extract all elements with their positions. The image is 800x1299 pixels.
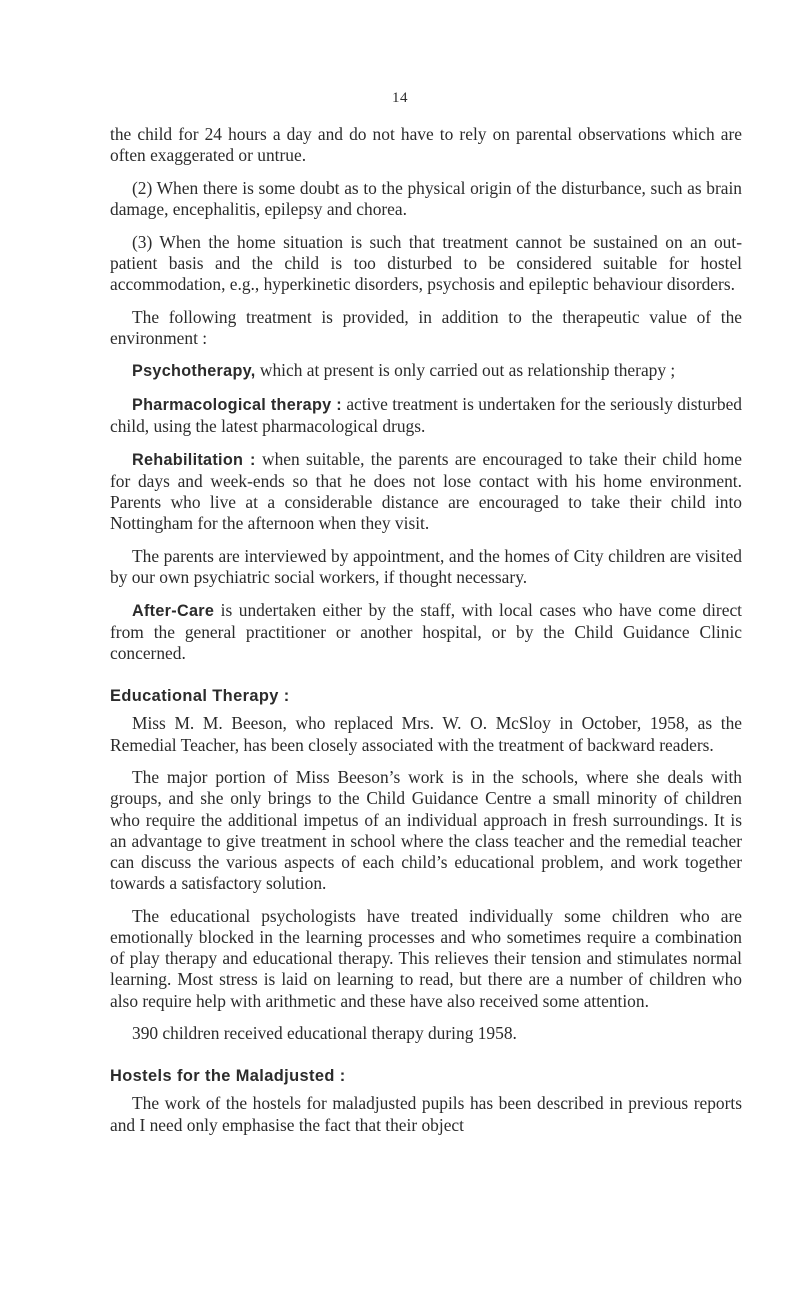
paragraph-item-2: (2) When there is some doubt as to the physical origin of the disturbance, such as brain damage, encephalitis, epilepsy and chorea.	[110, 177, 742, 219]
pharmacological-text: active treatment is undertaken for the seriously disturbed child, using the latest pharmacological drugs.	[110, 393, 742, 437]
rehabilitation-label: Rehabilitation :	[132, 450, 256, 469]
hostels-heading: Hostels for the Maladjusted :	[110, 1067, 346, 1086]
paragraph-rehabilitation	[110, 449, 742, 535]
paragraph-aftercare	[110, 600, 742, 665]
hostels-paragraph-1: The work of the hostels for maladjusted pupils has been described in previous reports and I need only emphasise the fact that their object	[110, 1093, 742, 1135]
paragraph-parents-interviewed: The parents are interviewed by appointment, and the homes of City children are visited by our own psychiatric social workers, if thought necessary.	[110, 545, 742, 588]
paragraph-pharmacological	[110, 394, 742, 437]
educational-therapy-paragraph-4: 390 children received educational therapy during 1958.	[132, 1023, 517, 1044]
paragraph-psychotherapy	[110, 360, 742, 382]
pharmacological-label: Pharmacological therapy :	[132, 395, 342, 414]
educational-therapy-paragraph-2: The major portion of Miss Beeson’s work is in the schools, where she deals with groups, and she only brings to the Child Guidance Centre a small minority of children who require the additional impetus of an individual approach in fresh surroundings. It is an advantage to give treatment in school where the class teacher and the remedial teacher can discuss the various aspects of each child’s educational problem, and work together towards a satisfactory solution.	[110, 767, 742, 894]
paragraph-item-3: (3) When the home situation is such that treatment cannot be sustained on an out-patient basis and the child is too disturbed to be considered suitable for hostel accommodation, e.g., hyperkinetic disorders, psychosis and epileptic behaviour disorders.	[110, 231, 742, 294]
body-text	[110, 124, 742, 1147]
psychotherapy-label: Psychotherapy,	[132, 362, 256, 381]
psychotherapy-text: which at present is only carried out as relationship therapy ;	[255, 360, 676, 381]
aftercare-text: is undertaken either by the staff, with local cases who have come direct from the general practitioner or another hospital, or by the Child Guidance Clinic concerned.	[110, 599, 742, 664]
educational-therapy-paragraph-3: The educational psychologists have treated individually some children who are emotionally blocked in the learning processes and who sometimes require a combination of play therapy and educational therapy. This relieves their tension and stimulates normal learning. Most stress is laid on learning to read, but there are a number of children who also require help with arithmetic and these have also received some attention.	[110, 905, 742, 1011]
rehabilitation-text: when suitable, the parents are encouraged to take their child home for days and week-ends so that he does not lose contact with his home environment. Parents who live at a considerable distance are encouraged to take their child into Nottingham for the afternoon when they visit.	[110, 448, 742, 534]
aftercare-label: After-Care	[132, 601, 215, 620]
educational-therapy-heading: Educational Therapy :	[110, 687, 290, 706]
page-number: 14	[392, 90, 408, 106]
paragraph-treatment-intro: The following treatment is provided, in addition to the therapeutic value of the environment :	[110, 306, 742, 348]
document-page	[110, 0, 750, 1299]
educational-therapy-paragraph-1: Miss M. M. Beeson, who replaced Mrs. W. O. McSloy in October, 1958, as the Remedial Teacher, has been closely associated with the treatment of backward readers.	[110, 713, 742, 755]
paragraph-continuation: the child for 24 hours a day and do not have to rely on parental observations which are often exaggerated or untrue.	[110, 124, 742, 166]
